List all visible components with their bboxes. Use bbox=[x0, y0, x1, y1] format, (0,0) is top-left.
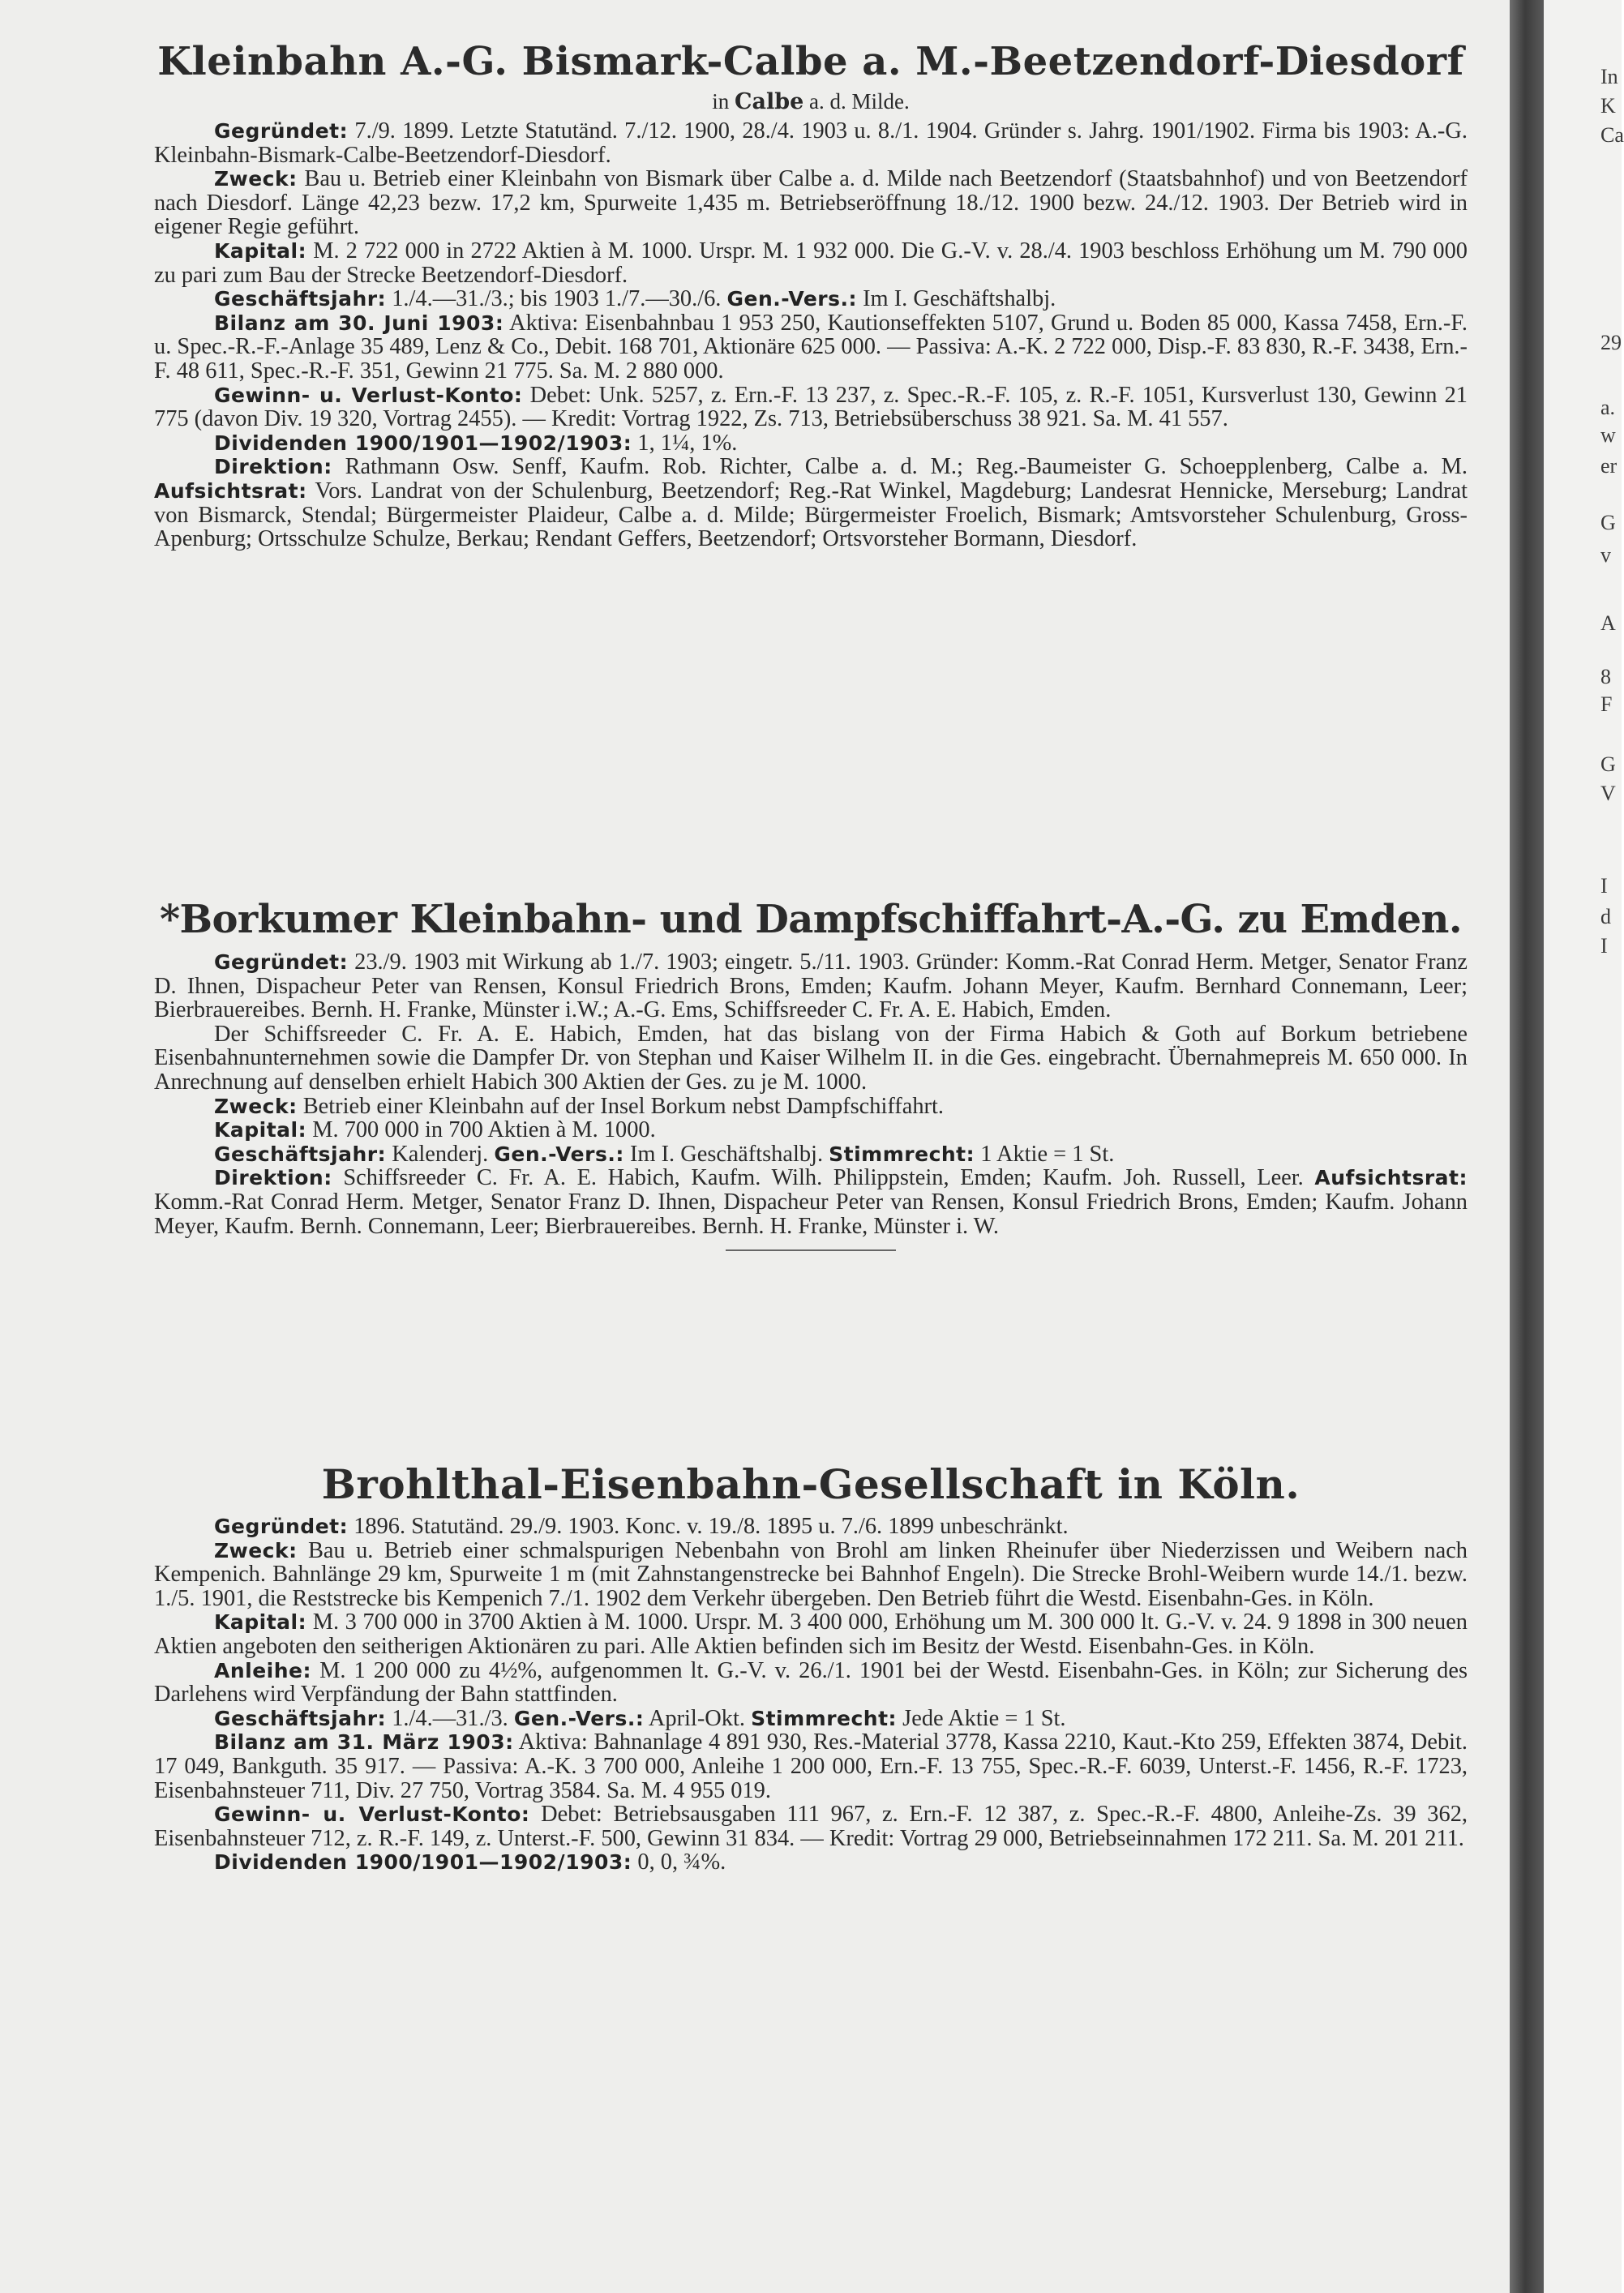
section-title: Brohlthal-Eisenbahn-Gesellschaft in Köln. bbox=[321, 1460, 1300, 1508]
dividends-paragraph: Dividenden 1900/1901—1902/1903: 0, 0, ¾%. bbox=[214, 1849, 726, 1875]
section-brohlthal bbox=[154, 1458, 1468, 1875]
founded-paragraph: Gegründet: 7./9. 1899. Letzte Statutänd. 7./12. 1900, 28./4. 1903 u. 8./1. 1904. Gründer s. Jahrg. 1901/1902. Firma bis 1903: A.-G. Kleinbahn-Bismark-Calbe-Beetzendorf-Diesdorf. bbox=[154, 118, 1468, 168]
margin-fragment: V bbox=[1600, 782, 1616, 805]
purpose-paragraph: Zweck: Betrieb einer Kleinbahn auf der Insel Borkum nebst Dampfschiffahrt. bbox=[214, 1093, 944, 1119]
section-bismark-calbe bbox=[154, 36, 1468, 551]
margin-fragment: w bbox=[1600, 423, 1616, 447]
margin-fragment: Ca bbox=[1600, 123, 1624, 147]
section-title: *Borkumer Kleinbahn- und Dampfschiffahrt-A.-G. zu Emden. bbox=[160, 897, 1462, 942]
management-paragraph: Direktion: Schiffsreeder C. Fr. A. E. Habich, Kaufm. Wilh. Philippstein, Emden; Kaufm. Joh. Russell, Leer. Aufsichtsrat: Komm.-Rat Conrad Herm. Metger, Senator Franz D. Ihnen, Dispacheur Peter van Rensen, Konsul Friedrich Brons, Emden; Kaufm. Johann Meyer, Kaufm. Bernh. Connemann, Leer; Bierbrauereibes. Bernh. H. Franke, Münster i. W. bbox=[154, 1165, 1468, 1239]
profit-loss-paragraph: Gewinn- u. Verlust-Konto: Debet: Unk. 5257, z. Ern.-F. 13 237, z. Spec.-R.-F. 105, z. R.-F. 1051, Kursverlust 130, Gewinn 21 775 (davon Div. 19 320, Vortrag 2455). — Kredit: Vortrag 1922, Zs. 713, Betriebsüberschuss 38 921. Sa. M. 41 557. bbox=[154, 382, 1468, 432]
profit-loss-paragraph: Gewinn- u. Verlust-Konto: Debet: Betriebsausgaben 111 967, z. Ern.-F. 12 387, z. Spec.-R.-F. 4800, Anleihe-Zs. 39 362, Eisenbahnsteuer 712, z. R.-F. 149, z. Unterst.-F. 500, Gewinn 31 834. — Kredit: Vortrag 29 000, Betriebseinnahmen 172 211. Sa. M. 201 211. bbox=[154, 1802, 1468, 1851]
margin-fragment: K bbox=[1600, 94, 1616, 118]
margin-fragment: v bbox=[1600, 543, 1611, 567]
balance-paragraph: Bilanz am 31. März 1903: Aktiva: Bahnanlage 4 891 930, Res.-Material 3778, Kassa 2210, Kaut.-Kto 259, Effekten 3874, Debit. 17 049, Bankguth. 35 917. — Passiva: A.-K. 3 700 000, Anleihe 1 200 000, Ern.-F. 13 755, Spec.-R.-F. 6039, Unterst.-F. 1456, R.-F. 1723, Eisenbahnsteuer 711, Div. 27 750, Vortrag 3584. Sa. M. 4 955 019. bbox=[154, 1729, 1468, 1803]
contribution-paragraph: Der Schiffsreeder C. Fr. A. E. Habich, Emden, hat das bislang von der Firma Habich & Goth auf Borkum betriebene Eisenbahnunternehmen sowie die Dampfer Dr. von Stephan und Kaiser Wilhelm II. in die Ges. eingebracht. Übernahmepreis M. 650 000. In Anrechnung auf denselben erhielt Habich 300 Aktien der Ges. zu je M. 1000. bbox=[154, 1021, 1468, 1095]
purpose-paragraph: Zweck: Bau u. Betrieb einer Kleinbahn von Bismark über Calbe a. d. Milde nach Beetzendorf (Staatsbahnhof) und von Beetzendorf nach Diesdorf. Länge 42,23 bezw. 17,2 km, Spurweite 1,435 m. Betriebseröffnung 18./12. 1900 bezw. 24./12. 1903. Der Betrieb wird in eigener Regie geführt. bbox=[154, 166, 1468, 240]
margin-fragment: In bbox=[1600, 65, 1618, 88]
margin-fragment: a. bbox=[1600, 396, 1616, 419]
margin-fragment: F bbox=[1600, 692, 1613, 716]
loan-paragraph: Anleihe: M. 1 200 000 zu 4½%, aufgenommen lt. G.-V. v. 26./1. 1901 bei der Westd. Eisenbahn-Ges. in Köln; zur Sicherung des Darlehens wird Verpfändung der Bahn stattfinden. bbox=[154, 1657, 1468, 1708]
margin-fragment: G bbox=[1600, 511, 1616, 534]
purpose-paragraph: Zweck: Bau u. Betrieb einer schmalspurigen Nebenbahn von Brohl am linken Rheinufer über Niederzissen und Weibern nach Kempenich. Bahnlänge 29 km, Spurweite 1 m (mit Zahnstangenstrecke bei Bahnhof Engeln). Die Strecke Brohl-Weibern wurde 14./1. bezw. 1./5. 1901, die Reststrecke bis Kempenich 7./1. 1902 dem Verkehr übergeben. Den Betrieb führt die Westd. Eisenbahn-Ges. in Köln. bbox=[154, 1537, 1468, 1611]
margin-fragment: I bbox=[1600, 934, 1608, 958]
margin-fragment: A bbox=[1600, 611, 1616, 635]
founded-paragraph: Gegründet: 1896. Statutänd. 29./9. 1903. Konc. v. 19./8. 1895 u. 7./6. 1899 unbeschränkt. bbox=[214, 1514, 1069, 1539]
book-gutter bbox=[1510, 0, 1544, 2293]
business-year-paragraph: Geschäftsjahr: 1./4.—31./3. Gen.-Vers.: April-Okt. Stimmrecht: Jede Aktie = 1 St. bbox=[214, 1705, 1066, 1731]
capital-paragraph: Kapital: M. 700 000 in 700 Aktien à M. 1000. bbox=[214, 1117, 656, 1143]
founded-paragraph: Gegründet: 23./9. 1903 mit Wirkung ab 1./7. 1903; eingetr. 5./11. 1903. Gründer: Komm.-Rat Conrad Herm. Metger, Senator Franz D. Ihnen, Dispacheur Peter van Rensen, Konsul Friedrich Brons, Emden; Kaufm. Johann Meyer, Kaufm. Bernhard Connemann, Leer; Bierbrauereibes. Bernh. H. Franke, Münster i.W.; A.-G. Ems, Schiffsreeder C. Fr. A. E. Habich, Emden. bbox=[154, 949, 1468, 1023]
margin-fragment: 8 bbox=[1600, 665, 1611, 688]
management-paragraph: Direktion: Rathmann Osw. Senff, Kaufm. Rob. Richter, Calbe a. d. M.; Reg.-Baumeister G. Schoepplenberg, Calbe a. M. Aufsichtsrat: Vors. Landrat von der Schulenburg, Beetzendorf; Reg.-Rat Winkel, Magdeburg; Landesrat Hennicke, Merseburg; Landrat von Bismarck, Stendal; Bürgermeister Plaideur, Calbe a. d. Milde; Bürgermeister Froelich, Bismark; Amtsvorsteher Schulenburg, Gross-Apenburg; Ortsschulze Schulze, Berkau; Rendant Geffers, Beetzendorf; Ortsvorsteher Bormann, Diesdorf. bbox=[154, 454, 1468, 552]
margin-fragment: I bbox=[1600, 874, 1608, 898]
dividends-paragraph: Dividenden 1900/1901—1902/1903: 1, 1¼, 1%. bbox=[214, 430, 738, 456]
section-title: Kleinbahn A.-G. Bismark-Calbe a. M.-Beetzendorf-Diesdorf bbox=[157, 39, 1464, 84]
section-subtitle: in Calbe a. d. Milde. bbox=[712, 89, 910, 114]
section-divider bbox=[726, 1249, 896, 1251]
margin-fragment: er bbox=[1600, 454, 1618, 478]
business-year-paragraph: Geschäftsjahr: 1./4.—31./3.; bis 1903 1./7.—30./6. Gen.-Vers.: Im I. Geschäftshalbj. bbox=[214, 286, 1056, 312]
margin-fragment: G bbox=[1600, 752, 1616, 776]
capital-paragraph: Kapital: M. 3 700 000 in 3700 Aktien à M. 1000. Urspr. M. 3 400 000, Erhöhung um M. 300 000 lt. G.-V. v. 24. 9 1898 in 300 neuen Aktien angeboten den seitherigen Aktionären zu pari. Alle Aktien befinden sich im Besitz der Westd. Eisenbahn-Ges. in Köln. bbox=[154, 1609, 1468, 1659]
margin-fragment: 29 bbox=[1600, 331, 1622, 354]
business-year-paragraph: Geschäftsjahr: Kalenderj. Gen.-Vers.: Im I. Geschäftshalbj. Stimmrecht: 1 Aktie = 1 St. bbox=[214, 1141, 1115, 1167]
capital-paragraph: Kapital: M. 2 722 000 in 2722 Aktien à M. 1000. Urspr. M. 1 932 000. Die G.-V. v. 28./4. 1903 beschloss Erhöhung um M. 790 000 zu pari zum Bau der Strecke Beetzendorf-Diesdorf. bbox=[154, 238, 1468, 288]
margin-fragment: d bbox=[1600, 905, 1611, 928]
balance-paragraph: Bilanz am 30. Juni 1903: Aktiva: Eisenbahnbau 1 953 250, Kautionseffekten 5107, Grund u. Boden 85 000, Kassa 7458, Ern.-F. u. Spec.-R.-F.-Anlage 35 489, Lenz & Co., Debit. 168 701, Aktionäre 625 000. — Passiva: A.-K. 2 722 000, Disp.-F. 83 830, R.-F. 3438, Ern.-F. 48 611, Spec.-R.-F. 351, Gewinn 21 775. Sa. M. 2 880 000. bbox=[154, 310, 1468, 384]
section-borkumer bbox=[154, 892, 1468, 1251]
facing-page-edge bbox=[1544, 0, 1622, 2293]
